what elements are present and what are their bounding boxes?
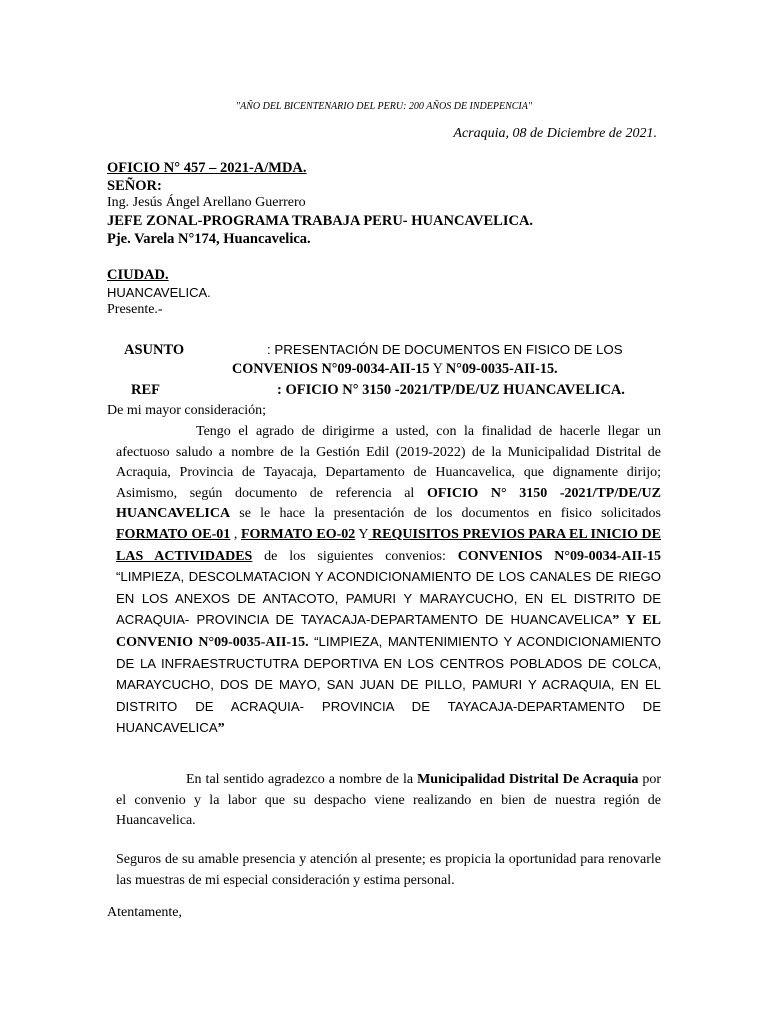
- asunto-convenios: [232, 361, 558, 378]
- second-paragraph: [116, 770, 661, 832]
- convenio-b: N°09-0035-AII-15.: [445, 361, 558, 377]
- p1-convenio-a-desc: “LIMPIEZA, DESCOLMATACION Y ACONDICIONAMIENTO DE LOS CANALES DE RIEGO EN LOS ANEXOS DE ANTACOTO, PAMURI Y MARAYCUCHO, EN EL DISTRITO DE ACRAQUIA- PROVINCIA DE TAYACAJA-DEPARTAMENTO DE HUANCAVELICA: [116, 569, 661, 628]
- letter-motto: "AÑO DEL BICENTENARIO DEL PERU: 200 AÑOS DE INDEPENCIA": [235, 101, 533, 112]
- p1-presentation: se le hace la presentación de los documentos en fisico solicitados: [230, 506, 661, 522]
- p1-convenios-intro: de los siguientes convenios:: [252, 548, 458, 564]
- p3-text: Seguros de su amable presencia y atención al presente; es propicia la oportunidad para renovarle las muestras de mi especial consideración y estima personal.: [116, 852, 661, 888]
- asunto-label: ASUNTO: [124, 342, 185, 358]
- main-paragraph: [116, 422, 661, 740]
- p1-convenio-b-desc: “LIMPIEZA, MANTENIMIENTO Y ACONDICIONAMIENTO DE LA INFRAESTRUCTUTRA DEPORTIVA EN LOS CENTROS POBLADOS DE COLCA, MARAYCUCHO, DOS DE MAYO, SAN JUAN DE PILLO, PAMURI Y ACRAQUIA, EN EL DISTRITO DE ACRAQUIA- PROVINCIA DE TAYACAJA-DEPARTAMENTO DE HUANCAVELICA: [116, 633, 661, 736]
- p1-requisitos: REQUISITOS PREVIOS PARA EL INICIO DE LAS ACTIVIDADES: [116, 526, 662, 564]
- convenio-a: CONVENIOS N°09-0034-AII-15: [232, 361, 430, 377]
- p1-formato-eo: FORMATO EO-02: [240, 526, 356, 542]
- presente-label: Presente.-: [107, 302, 163, 317]
- addressee-position: JEFE ZONAL-PROGRAMA TRABAJA PERU- HUANCAVELICA.: [107, 213, 534, 229]
- p1-y: Y: [355, 526, 369, 542]
- p1-sep: ,: [230, 526, 241, 542]
- p1-intro: Tengo el agrado de dirigirme a usted, con la finalidad de hacerle llegar un afectuoso saludo a nombre de la Gestión Edil (2019-2022) de la Municipalidad Distrital de Acraquia, Provincia de Tayacaja, Departamento de Huancavelica, que dignamente dirijo; Asimismo, según documento de referencia al: [116, 424, 661, 501]
- asunto-text: : PRESENTACIÓN DE DOCUMENTOS EN FISICO DE LOS: [267, 342, 623, 357]
- addressee-name: Ing. Jesús Ángel Arellano Guerrero: [107, 195, 306, 210]
- p1-oficio-ref: OFICIO N° 3150 -2021/TP/DE/UZ HUANCAVELICA: [116, 485, 661, 522]
- addressee-address: Pje. Varela N°174, Huancavelica.: [107, 231, 311, 247]
- ref-label: REF: [131, 382, 160, 398]
- ciudad-label: CIUDAD.: [107, 267, 169, 283]
- p2-rest: por el convenio y la labor que su despacho viene realizando en bien de nuestra región de Huancavelica.: [116, 772, 662, 829]
- p2-intro: En tal sentido agradezco a nombre de la: [186, 772, 418, 787]
- closing: Atentamente,: [107, 905, 183, 920]
- third-paragraph: [116, 850, 661, 891]
- ciudad-value: HUANCAVELICA.: [107, 285, 211, 300]
- oficio-number: OFICIO N° 457 – 2021-A/MDA.: [107, 160, 307, 176]
- greeting: De mi mayor consideración;: [107, 403, 267, 418]
- convenio-joiner: Y: [429, 361, 446, 377]
- p1-close-quote: ”: [217, 721, 225, 737]
- p1-formato-oe: FORMATO OE-01: [116, 526, 231, 542]
- p2-municipality: Municipalidad Distrital De Acraquia: [417, 772, 639, 787]
- p1-convenio-b: ” Y EL CONVENIO N°09-0035-AII-15.: [116, 613, 662, 650]
- ref-text: : OFICIO N° 3150 -2021/TP/DE/UZ HUANCAVELICA.: [277, 382, 625, 398]
- letter-date: Acraquia, 08 de Diciembre de 2021.: [453, 126, 657, 141]
- senor-label: SEÑOR:: [107, 178, 162, 194]
- p1-convenio-a: CONVENIOS N°09-0034-AII-15: [457, 548, 662, 564]
